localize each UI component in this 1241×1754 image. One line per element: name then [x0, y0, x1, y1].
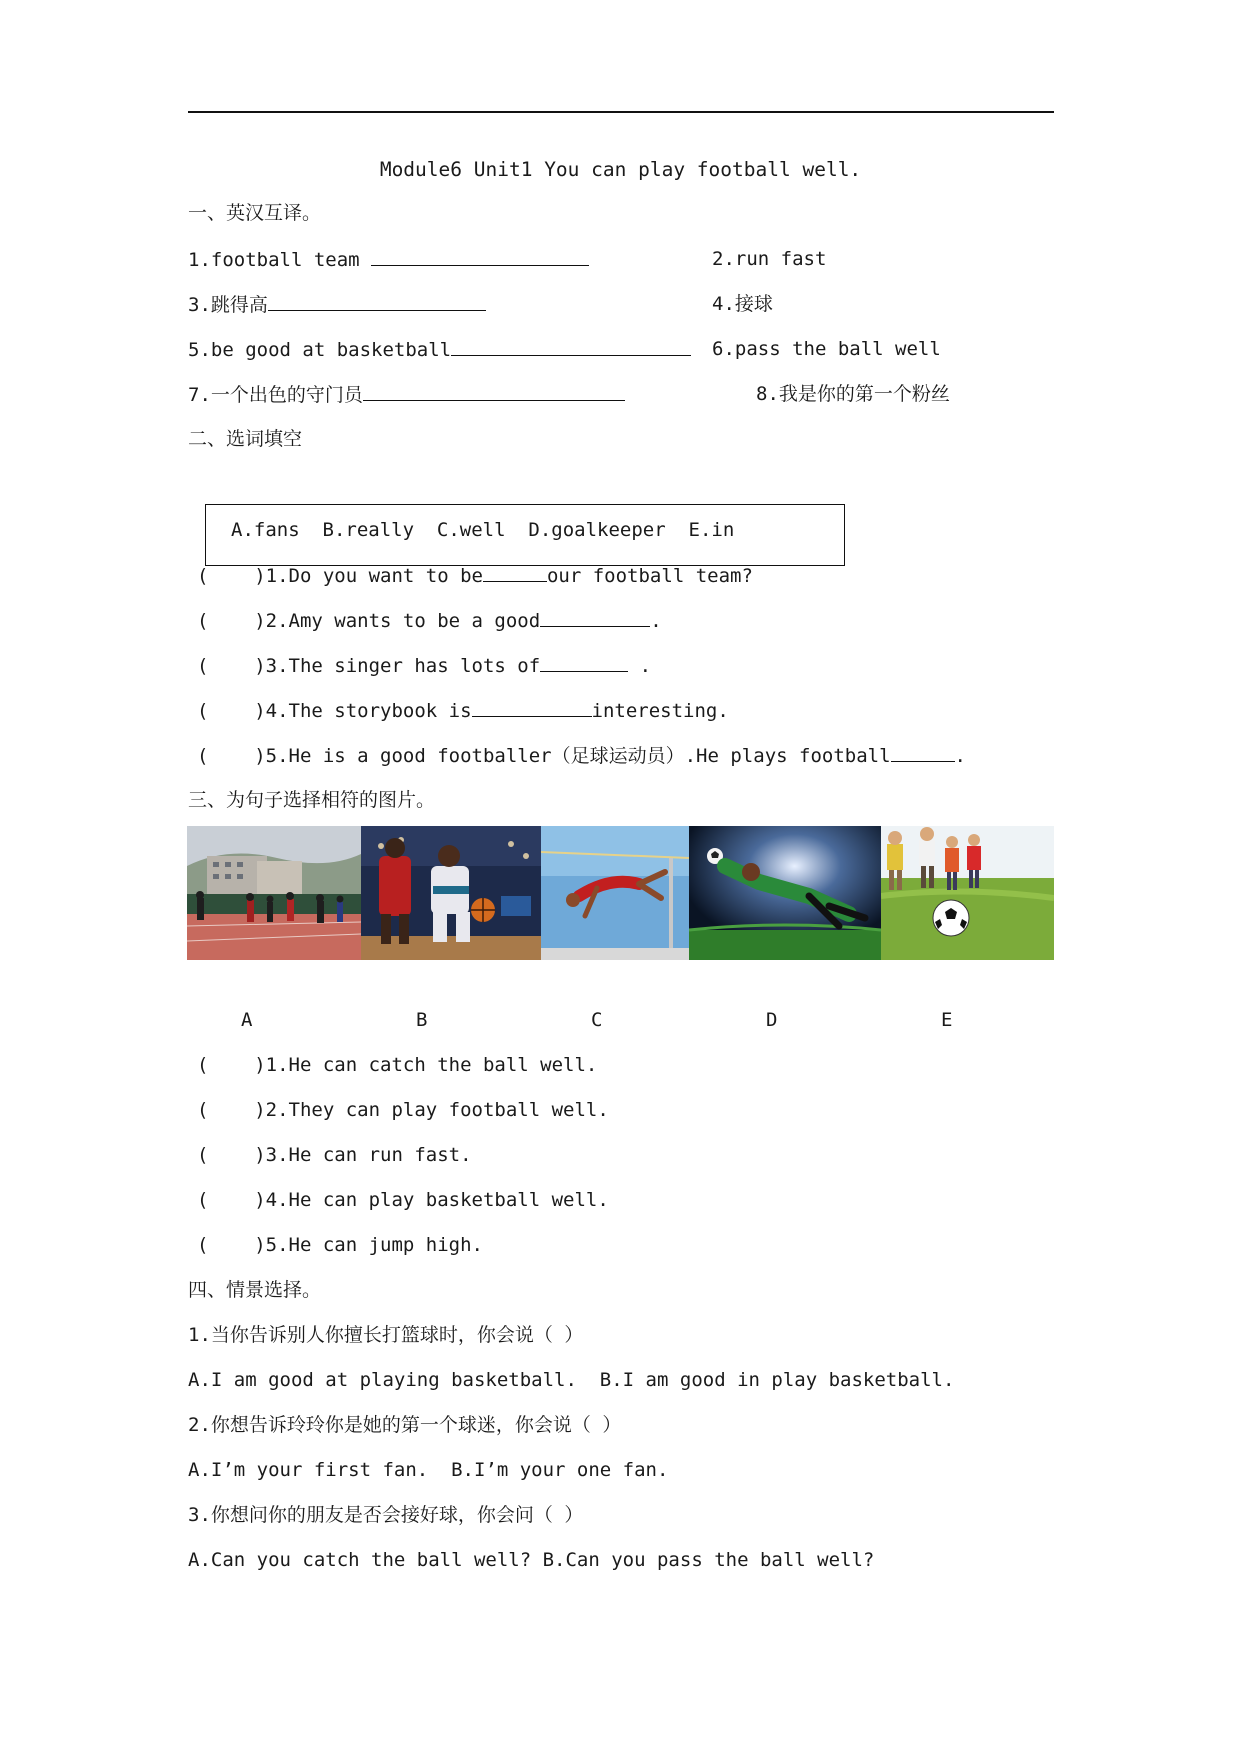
answer-blank[interactable] [371, 247, 589, 266]
translate-item-1: 1.football team [188, 247, 589, 272]
fill-item-3: ( )3.The singer has lots of . [197, 655, 652, 677]
fill-item-1: ( )1.Do you want to be our football team? [197, 565, 753, 587]
match-item-4: ( )4.He can play basketball well. [197, 1189, 609, 1211]
photo-label-c: C [591, 1009, 603, 1031]
scenario-question-1: 1.当你告诉别人你擅长打篮球时，你会说（ ） [188, 1324, 584, 1346]
translate-item-4: 4.接球 [712, 293, 773, 315]
translate-item-8: 8.我是你的第一个粉丝 [756, 383, 950, 405]
section2-heading: 二、选词填空 [188, 428, 303, 450]
translate-item-5: 5.be good at basketball [188, 337, 691, 362]
answer-blank[interactable] [483, 563, 547, 582]
match-item-1: ( )1.He can catch the ball well. [197, 1054, 598, 1076]
fill-item-5: ( )5.He is a good footballer（足球运动员）.He plays football . [197, 745, 966, 767]
basketball-icon [361, 826, 541, 960]
section1-heading: 一、英汉互译。 [188, 202, 322, 224]
translate-item-7: 7.一个出色的守门员 [188, 382, 625, 407]
translate-item-3: 3.跳得高 [188, 292, 486, 317]
word-bank: A.fans B.really C.well D.goalkeeper E.in [231, 519, 735, 541]
answer-blank[interactable] [540, 608, 650, 627]
match-item-3: ( )3.He can run fast. [197, 1144, 472, 1166]
goalkeeper-icon [689, 826, 881, 960]
match-item-2: ( )2.They can play football well. [197, 1099, 609, 1121]
football-icon [881, 826, 1054, 960]
track-running-icon [187, 826, 361, 960]
match-item-5: ( )5.He can jump high. [197, 1234, 483, 1256]
section4-heading: 四、情景选择。 [188, 1279, 322, 1301]
section3-heading: 三、为句子选择相符的图片。 [188, 789, 436, 811]
worksheet-title: Module6 Unit1 You can play football well. [379, 158, 862, 181]
photo-label-a: A [241, 1009, 253, 1031]
fill-item-2: ( )2.Amy wants to be a good . [197, 610, 662, 632]
photo-label-b: B [416, 1009, 428, 1031]
answer-blank[interactable] [268, 292, 486, 311]
header-rule [188, 111, 1054, 113]
photo-label-d: D [766, 1009, 778, 1031]
answer-blank[interactable] [540, 653, 628, 672]
answer-blank[interactable] [472, 698, 592, 717]
scenario-question-3: 3.你想问你的朋友是否会接好球，你会问（ ） [188, 1504, 584, 1526]
high-jump-icon [541, 826, 689, 960]
answer-blank[interactable] [891, 743, 955, 762]
photo-label-e: E [941, 1009, 953, 1031]
scenario-options-1: A.I am good at playing basketball. B.I am good in play basketball. [188, 1369, 955, 1391]
scenario-options-3: A.Can you catch the ball well? B.Can you pass the ball well? [188, 1549, 875, 1571]
translate-item-2: 2.run fast [712, 248, 827, 270]
sports-photo-strip [187, 826, 1054, 960]
answer-blank[interactable] [451, 337, 691, 356]
answer-blank[interactable] [363, 382, 625, 401]
fill-item-4: ( )4.The storybook is interesting. [197, 700, 729, 722]
scenario-question-2: 2.你想告诉玲玲你是她的第一个球迷，你会说（ ） [188, 1414, 622, 1436]
translate-item-6: 6.pass the ball well [712, 338, 941, 360]
scenario-options-2: A.I’m your first fan. B.I’m your one fan. [188, 1459, 669, 1481]
